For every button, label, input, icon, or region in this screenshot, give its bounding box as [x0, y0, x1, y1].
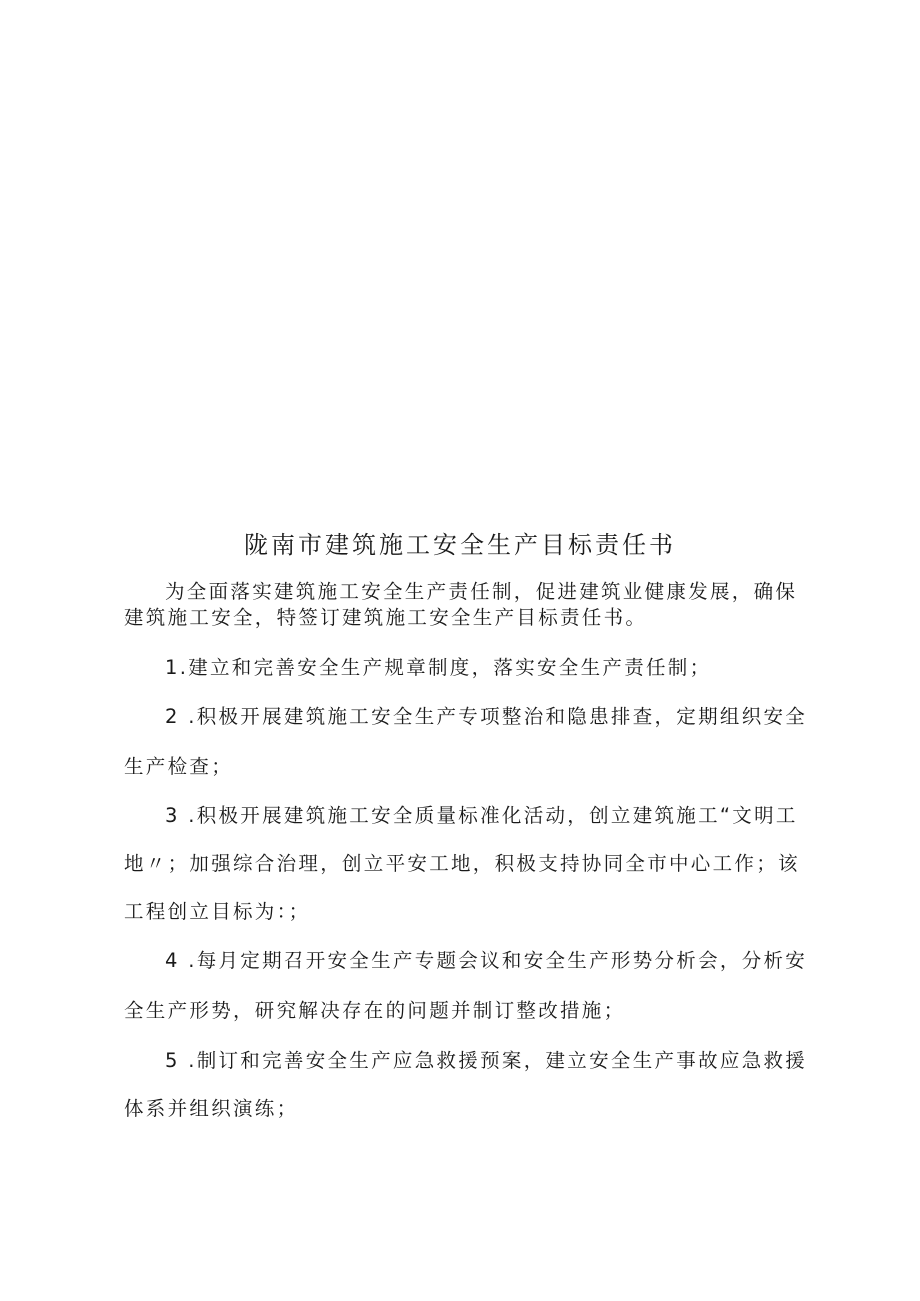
text-line: 为全面落实建筑施工安全生产责任制，促进建筑业健康发展，确保 — [165, 580, 798, 603]
text-line: 建筑施工安全，特签订建筑施工安全生产目标责任书。 — [124, 606, 648, 629]
text-line: 全生产形势，研究解决存在的问题并制订整改措施； — [124, 999, 626, 1022]
text-line: 2 .积极开展建筑施工安全生产专项整治和隐患排查，定期组织安全 — [165, 705, 808, 728]
text-line: 工程创立目标为：； — [124, 900, 311, 923]
text-line: 1.建立和完善安全生产规章制度，落实安全生产责任制； — [165, 656, 712, 679]
text-line: 地〃；加强综合治理，创立平安工地，积极支持协同全市中心工作；该 — [124, 852, 800, 875]
text-line: 5 .制订和完善安全生产应急救援预案，建立安全生产事故应急救援 — [165, 1049, 808, 1072]
text-line: 4 .每月定期召开安全生产专题会议和安全生产形势分析会，分析安 — [165, 949, 808, 972]
document-title: 陇南市建筑施工安全生产目标责任书 — [244, 531, 676, 559]
text-line: 生产检查； — [124, 755, 234, 778]
text-line: 3 .积极开展建筑施工安全质量标准化活动，创立建筑施工“文明工 — [165, 804, 798, 827]
text-line: 体系并组织演练； — [124, 1097, 299, 1120]
